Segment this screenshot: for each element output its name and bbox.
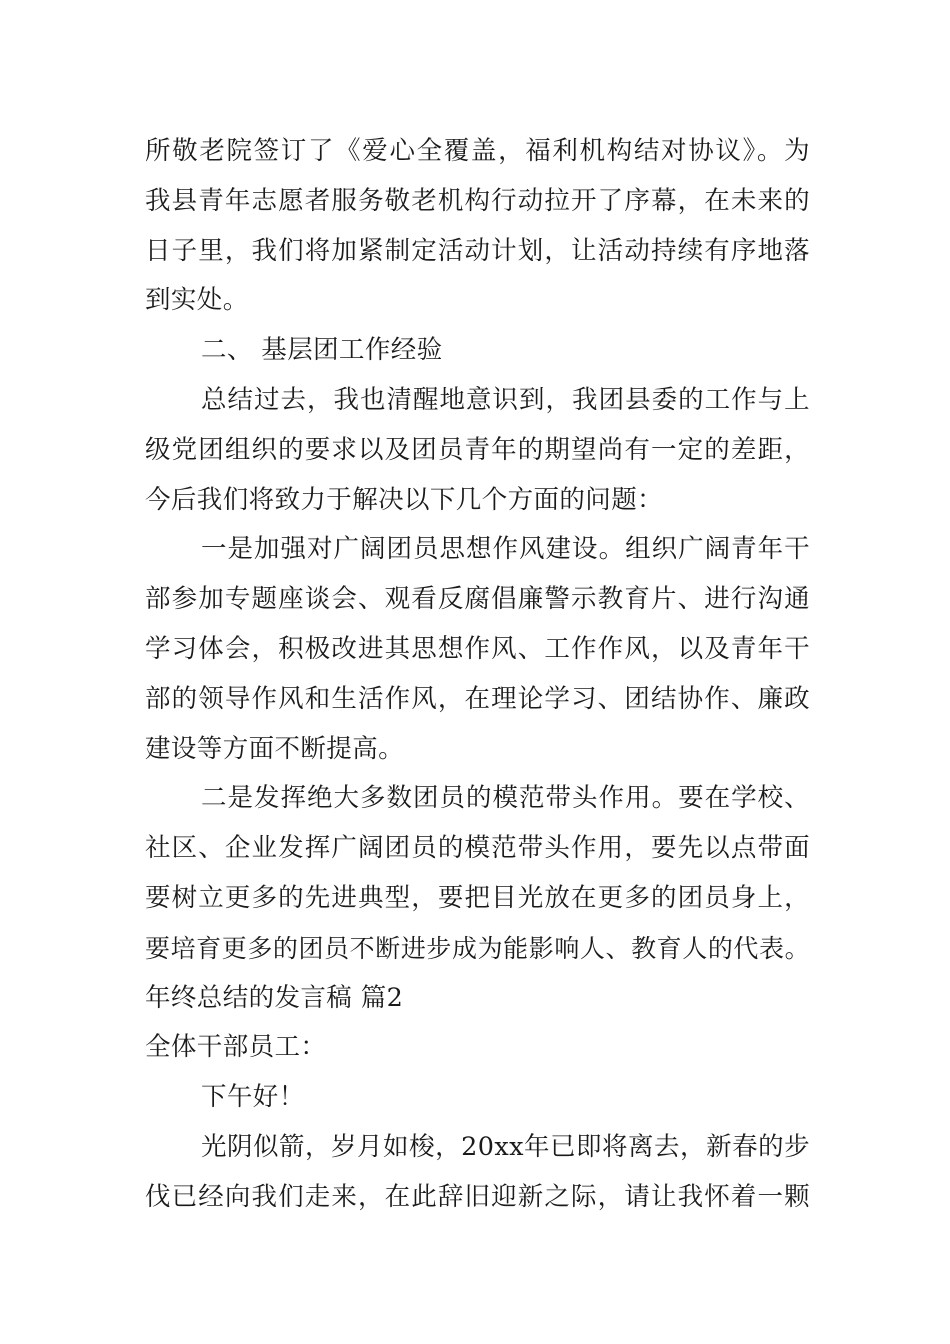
- greeting: 下午好！: [201, 1082, 305, 1113]
- text-line: 学习体会，积极改进其思想作风、工作作风，以及青年干: [145, 633, 810, 664]
- text-line: 总结过去，我也清醒地意识到，我团县委的工作与上: [201, 384, 810, 415]
- text-line: 今后我们将致力于解决以下几个方面的问题：: [145, 484, 664, 515]
- text-line: 到实处。: [145, 285, 249, 316]
- text-line: 部的领导作风和生活作风，在理论学习、团结协作、廉政: [145, 683, 810, 714]
- text-line: 伐已经向我们走来，在此辞旧迎新之际，请让我怀着一颗: [145, 1181, 810, 1212]
- text-line: 日子里，我们将加紧制定活动计划，让活动持续有序地落: [145, 235, 810, 266]
- text-line: 部参加专题座谈会、观看反腐倡廉警示教育片、进行沟通: [145, 584, 810, 615]
- text-line: 要树立更多的先进典型，要把目光放在更多的团员身上，: [145, 882, 810, 913]
- text-line: 我县青年志愿者服务敬老机构行动拉开了序幕，在未来的: [145, 185, 810, 216]
- text-line: 一是加强对广阔团员思想作风建设。组织广阔青年干: [201, 534, 810, 565]
- text-line: 社区、企业发挥广阔团员的模范带头作用，要先以点带面: [145, 833, 810, 864]
- document-title: 年终总结的发言稿 篇2: [145, 982, 404, 1013]
- text-line: 建设等方面不断提高。: [145, 733, 405, 764]
- text-line: 二是发挥绝大多数团员的模范带头作用。要在学校、: [201, 783, 810, 814]
- salutation: 全体干部员工：: [145, 1032, 327, 1063]
- text-line: 光阴似箭，岁月如梭，20xx年已即将离去，新春的步: [201, 1131, 810, 1162]
- text-line: 所敬老院签订了《爱心全覆盖，福利机构结对协议》。为: [145, 136, 810, 166]
- document-body: [145, 127, 810, 1223]
- section-heading: 二、 基层团工作经验: [201, 335, 443, 366]
- text-line: 级党团组织的要求以及团员青年的期望尚有一定的差距，: [145, 434, 810, 465]
- text-line: 要培育更多的团员不断进步成为能影响人、教育人的代表。: [145, 933, 810, 963]
